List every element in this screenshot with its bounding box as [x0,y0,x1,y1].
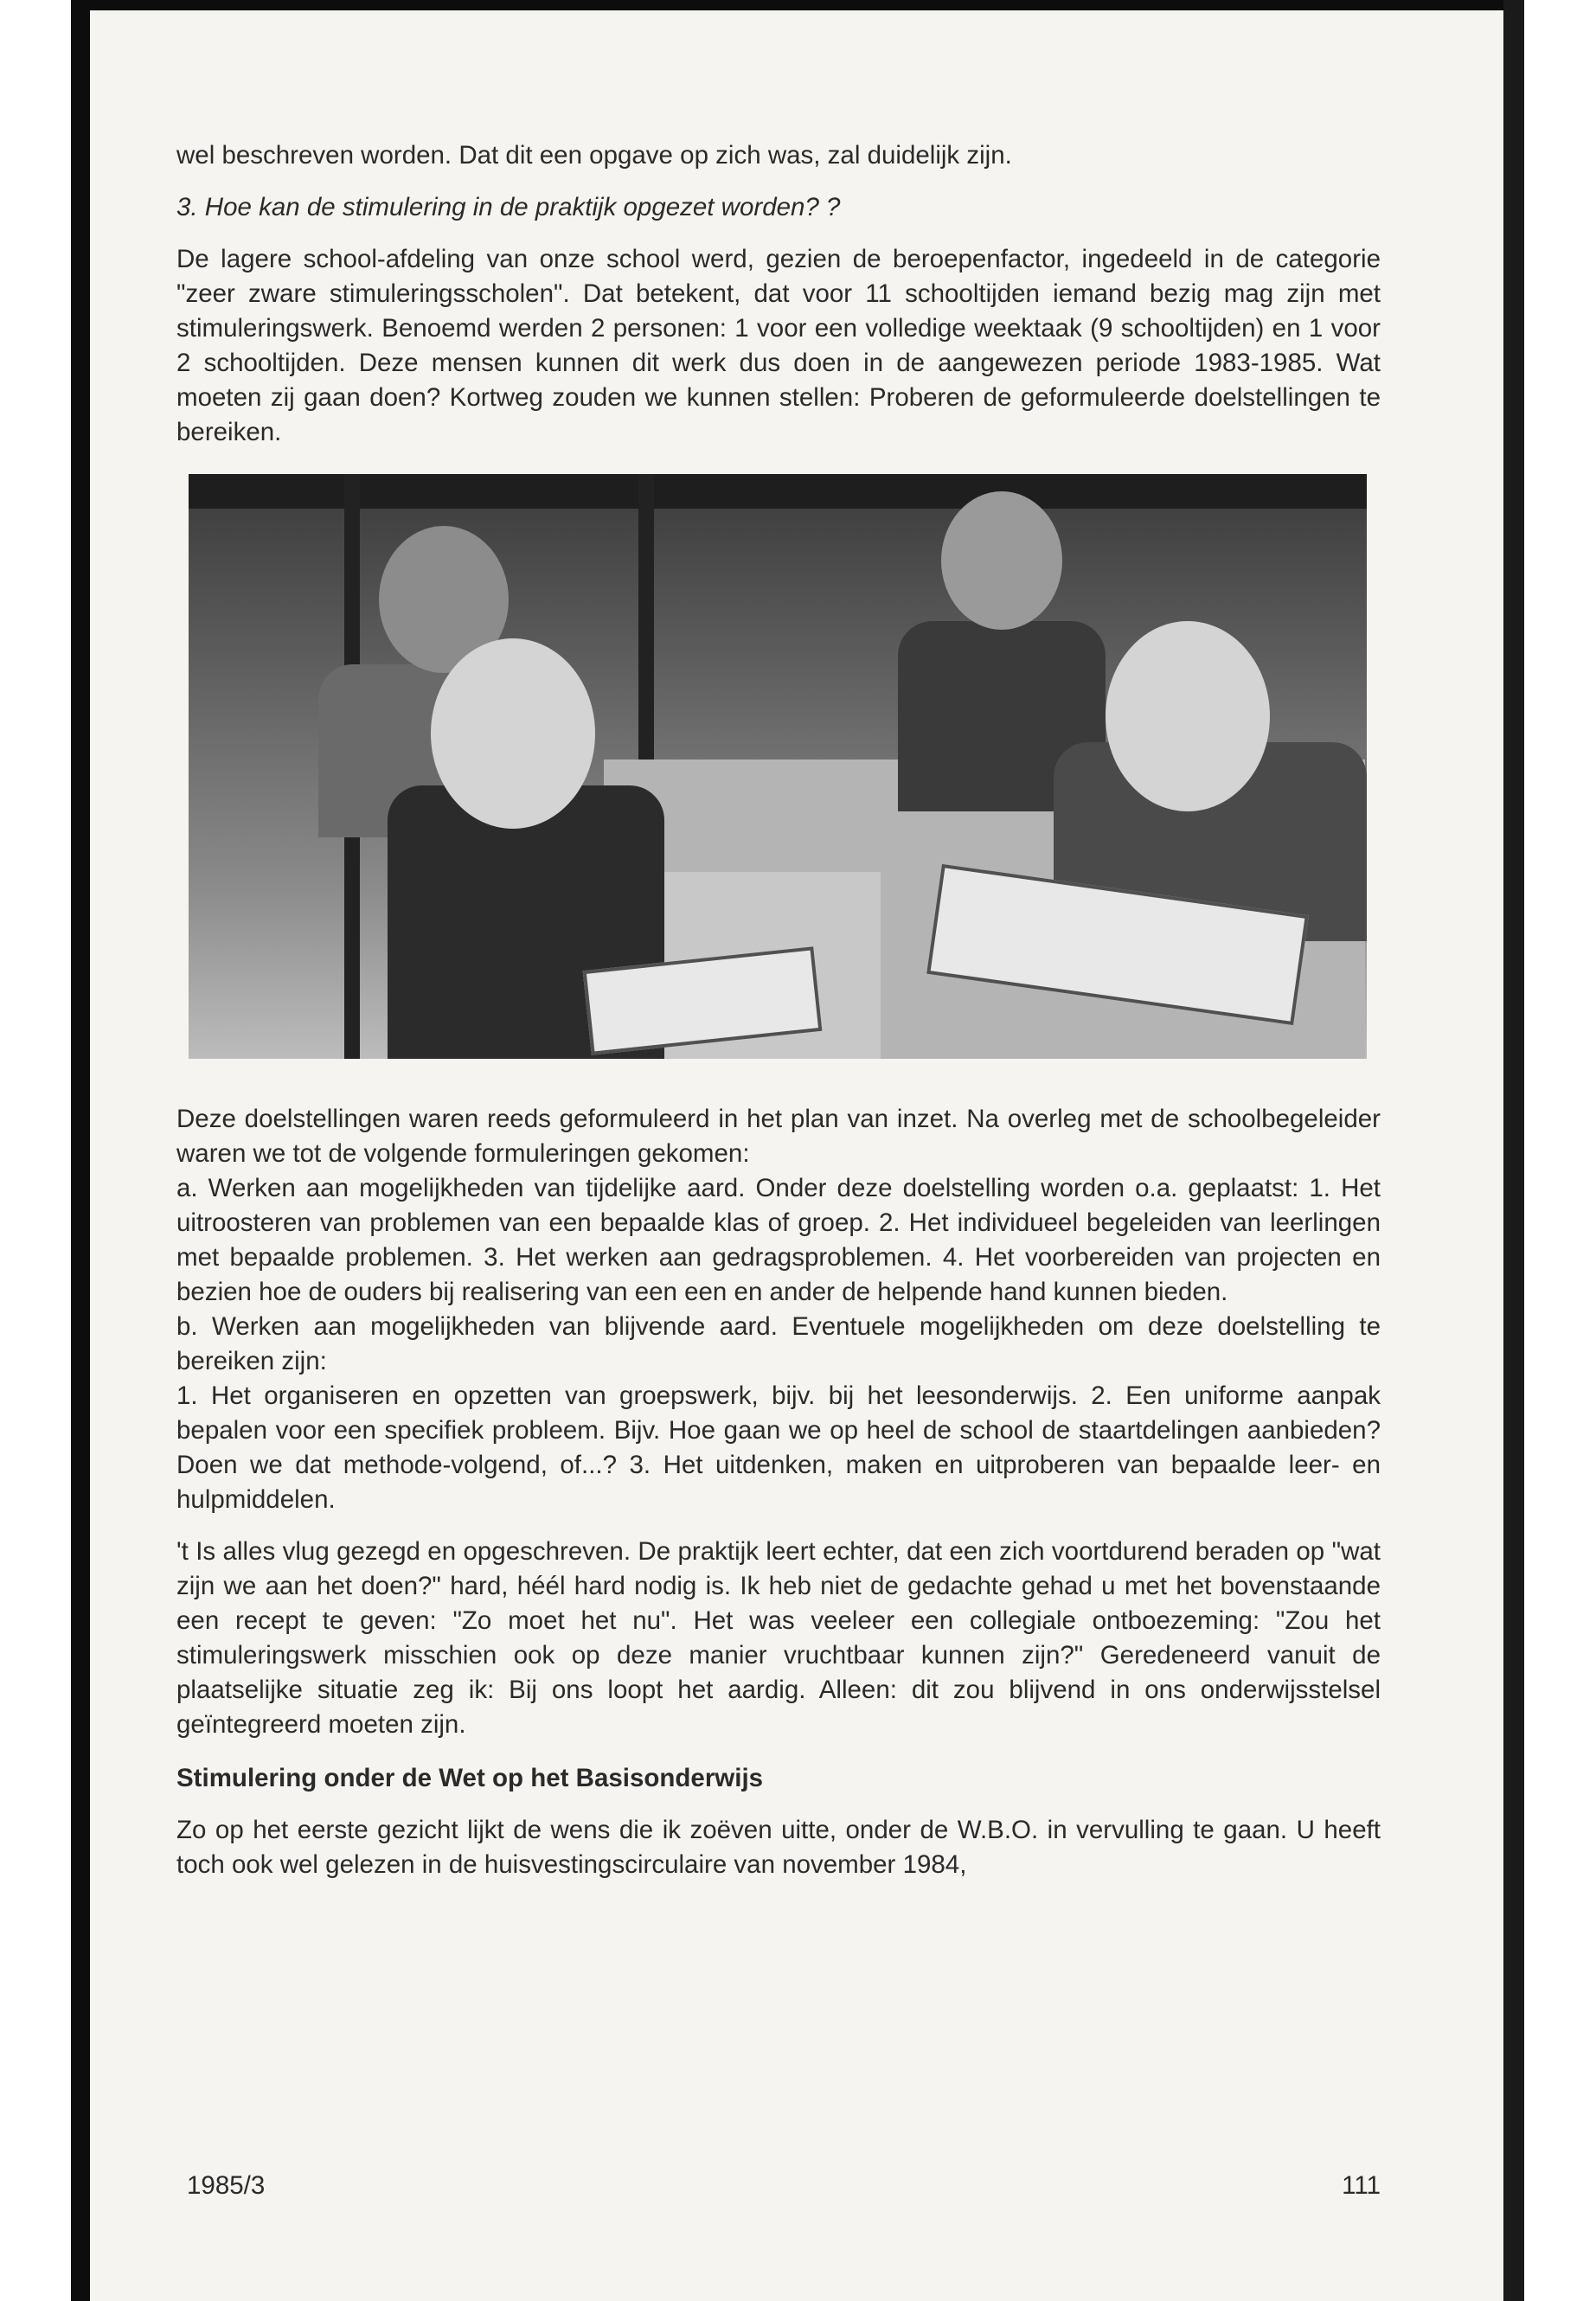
paragraph-goal-b: b. Werken aan mogelijkheden van blijvende aard. Eventuele mogelijkheden om deze doelstelling te bereiken zijn: [176,1312,1381,1375]
issue-label: 1985/3 [187,2171,266,2200]
page-number: 111 [1342,2171,1381,2200]
scan-border-left [71,0,90,2301]
paragraph-school-category: De lagere school-afdeling van onze school werd, gezien de beroepenfactor, ingedeeld in de categorie "zeer zware stimuleringsscholen". Dat betekent, dat voor 11 schooltijden iemand bezig mag zijn met stimuleringswerk. Benoemd werden 2 personen: 1 voor een volledige weektaak (9 schooltijden) en 1 voor 2 schooltijden. Deze mensen kunnen dit werk dus doen in de aangewezen periode 1983-1985. Wat moeten zij gaan doen? Kortweg zouden we kunnen stellen: Proberen de geformuleerde doelstellingen te bereiken. [176,245,1381,446]
classroom-photo [189,474,1367,1059]
photo-child-head [941,491,1062,630]
paragraph-goal-a: a. Werken aan mogelijkheden van tijdelijke aard. Onder deze doelstelling worden o.a. geplaatst: 1. Het uitroosteren van problemen van een bepaalde klas of groep. 2. Het individueel begeleiden van leerlingen met bepaalde problemen. 3. Het werken aan gedragsproblemen. 4. Het voorbereiden van projecten en bezien hoe de ouders bij realisering van een een en ander de helpende hand kunnen bieden. [176,1174,1381,1306]
paragraph-reflection: 't Is alles vlug gezegd en opgeschreven. De praktijk leert echter, dat een zich voortdurend beraden op "wat zijn we aan het doen?" hard, héél hard nodig is. Ik heb niet de gedachte gehad u met het bovenstaande een recept te geven: "Zo moet het nu". Het was veeleer een collegiale ontboezeming: "Zou het stimuleringswerk misschien ook op deze manier vruchtbaar kunnen zijn?" Geredeneerd vanuit de plaatselijke situatie zeg ik: Bij ons loopt het aardig. Alleen: dit zou blijvend in ons onderwijsstelsel geïntegreerd moeten zijn. [176,1537,1381,1739]
photo-child-head [431,638,595,829]
article-body [176,138,1381,1882]
paragraph-goals-intro: Deze doelstellingen waren reeds geformuleerd in het plan van inzet. Na overleg met de schoolbegeleider waren we tot de volgende formuleringen gekomen: [176,1105,1381,1168]
paragraph-goal-b-list: 1. Het organiseren en opzetten van groepswerk, bijv. bij het leesonderwijs. 2. Een uniforme aanpak bepalen voor een specifiek probleem. Bijv. Hoe gaan we op heel de school de staartdelingen aanbieden? Doen we dat methode-volgend, of...? 3. Het uitdenken, maken en uitproberen van bepaalde leer- en hulpmiddelen. [176,1381,1381,1514]
section-heading-wbo: Stimulering onder de Wet op het Basisonderwijs [176,1764,764,1792]
scan-border-top [71,0,1524,10]
section-heading-3: 3. Hoe kan de stimulering in de praktijk opgezet worden? ? [176,193,841,221]
scan-border-right [1503,0,1524,2301]
photo-child-head [1106,621,1270,811]
paragraph-intro: wel beschreven worden. Dat dit een opgave op zich was, zal duidelijk zijn. [176,141,1012,170]
photo-shelf [189,474,1367,509]
paragraph-wbo: Zo op het eerste gezicht lijkt de wens die ik zoëven uitte, onder de W.B.O. in vervulling te gaan. U heeft toch ook wel gelezen in de huisvestingscirculaire van november 1984, [176,1816,1381,1879]
